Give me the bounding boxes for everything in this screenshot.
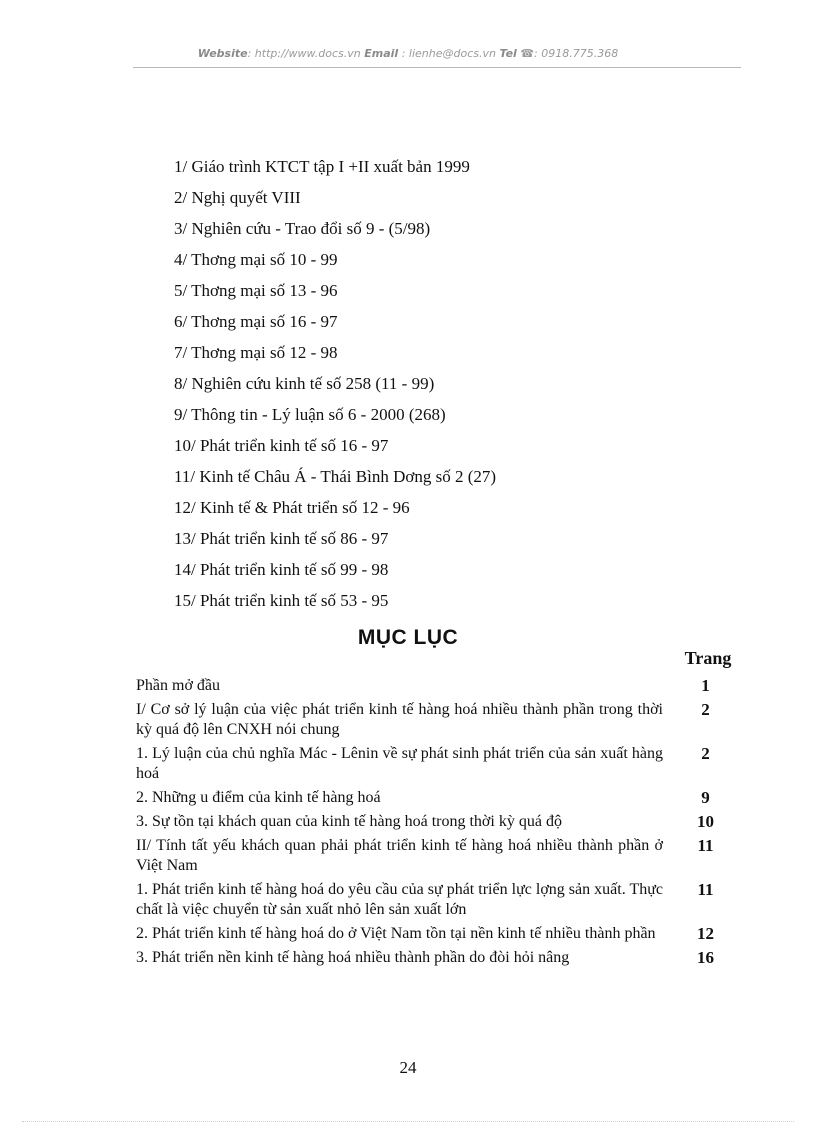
toc-entry-text: 3. Phát triển nền kinh tế hàng hoá nhiều thành phần do đòi hỏi nâng bbox=[136, 949, 570, 966]
toc-entry-page: 1 bbox=[701, 676, 710, 695]
toc-entry-page: 2 bbox=[701, 700, 710, 719]
toc-entry bbox=[136, 700, 748, 740]
toc-entry bbox=[136, 948, 748, 968]
reference-item: 2/ Nghị quyết VIII bbox=[174, 188, 301, 207]
reference-item: 10/ Phát triển kinh tế số 16 - 97 bbox=[174, 436, 389, 455]
toc-entry bbox=[136, 812, 748, 832]
header-divider bbox=[133, 67, 741, 68]
toc-entry-text: 2. Những u điểm của kinh tế hàng hoá bbox=[136, 789, 381, 806]
toc-entry bbox=[136, 880, 748, 920]
reference-item: 9/ Thông tin - Lý luận số 6 - 2000 (268) bbox=[174, 405, 446, 424]
toc-entry-page: 9 bbox=[701, 788, 710, 807]
email-label: Email bbox=[364, 47, 399, 60]
toc-entry bbox=[136, 924, 748, 944]
reference-item: 12/ Kinh tế & Phát triển số 12 - 96 bbox=[174, 498, 410, 517]
reference-list bbox=[174, 156, 496, 621]
reference-item: 8/ Nghiên cứu kinh tế số 258 (11 - 99) bbox=[174, 374, 435, 393]
toc-entry-page: 11 bbox=[697, 880, 714, 899]
toc-entry-text: 1. Lý luận của chủ nghĩa Mác - Lênin về sự phát sinh phát triển của sản xuất hàng hoá bbox=[136, 745, 663, 782]
reference-item: 14/ Phát triển kinh tế số 99 - 98 bbox=[174, 560, 389, 579]
footer-divider bbox=[22, 1121, 794, 1122]
toc-entry-text: Phần mở đầu bbox=[136, 677, 221, 694]
toc-entry-text: 2. Phát triển kinh tế hàng hoá do ở Việt Nam tồn tại nền kinh tế nhiều thành phần bbox=[136, 925, 656, 942]
tel-value: ☎: 0918.775.368 bbox=[520, 47, 619, 60]
toc-entry-text: 1. Phát triển kinh tế hàng hoá do yêu cầu của sự phát triển lực lợng sản xuất. Thực chất là việc chuyển từ sản xuất nhỏ lên sản xuất lớn bbox=[136, 881, 663, 918]
table-of-contents bbox=[136, 676, 748, 972]
website-label: Website bbox=[197, 47, 248, 60]
toc-page-column-header: Trang bbox=[684, 648, 732, 668]
toc-entry bbox=[136, 788, 748, 808]
toc-entry-page: 12 bbox=[697, 924, 714, 943]
email-value: : lienhe@docs.vn bbox=[401, 47, 496, 60]
reference-item: 4/ Thơng mại số 10 - 99 bbox=[174, 250, 338, 269]
tel-label: Tel bbox=[499, 47, 517, 60]
reference-item: 3/ Nghiên cứu - Trao đổi số 9 - (5/98) bbox=[174, 219, 431, 238]
reference-item: 6/ Thơng mại số 16 - 97 bbox=[174, 312, 338, 331]
toc-entry-text: II/ Tính tất yếu khách quan phải phát triển kinh tế hàng hoá nhiều thành phần ở Việt Nam bbox=[136, 837, 663, 874]
toc-title: MỤC LỤC bbox=[357, 626, 459, 649]
toc-entry-page: 11 bbox=[697, 836, 714, 855]
toc-entry-page: 16 bbox=[697, 948, 714, 967]
reference-item: 11/ Kinh tế Châu Á - Thái Bình Dơng số 2 (27) bbox=[174, 467, 497, 486]
toc-entry-text: 3. Sự tồn tại khách quan của kinh tế hàng hoá trong thời kỳ quá độ bbox=[136, 813, 562, 830]
toc-entry bbox=[136, 836, 748, 876]
toc-entry bbox=[136, 676, 748, 696]
toc-entry-text: I/ Cơ sở lý luận của việc phát triển kinh tế hàng hoá nhiều thành phần trong thời kỳ quá độ lên CNXH nói chung bbox=[136, 701, 663, 738]
reference-item: 7/ Thơng mại số 12 - 98 bbox=[174, 343, 338, 362]
page-number: 24 bbox=[399, 1058, 417, 1077]
toc-entry bbox=[136, 744, 748, 784]
page-header bbox=[0, 47, 816, 60]
reference-item: 5/ Thơng mại số 13 - 96 bbox=[174, 281, 338, 300]
reference-item: 15/ Phát triển kinh tế số 53 - 95 bbox=[174, 591, 389, 610]
toc-entry-page: 10 bbox=[697, 812, 714, 831]
toc-entry-page: 2 bbox=[701, 744, 710, 763]
website-value: : http://www.docs.vn bbox=[247, 47, 361, 60]
reference-item: 13/ Phát triển kinh tế số 86 - 97 bbox=[174, 529, 389, 548]
reference-item: 1/ Giáo trình KTCT tập I +II xuất bản 1999 bbox=[174, 157, 470, 176]
